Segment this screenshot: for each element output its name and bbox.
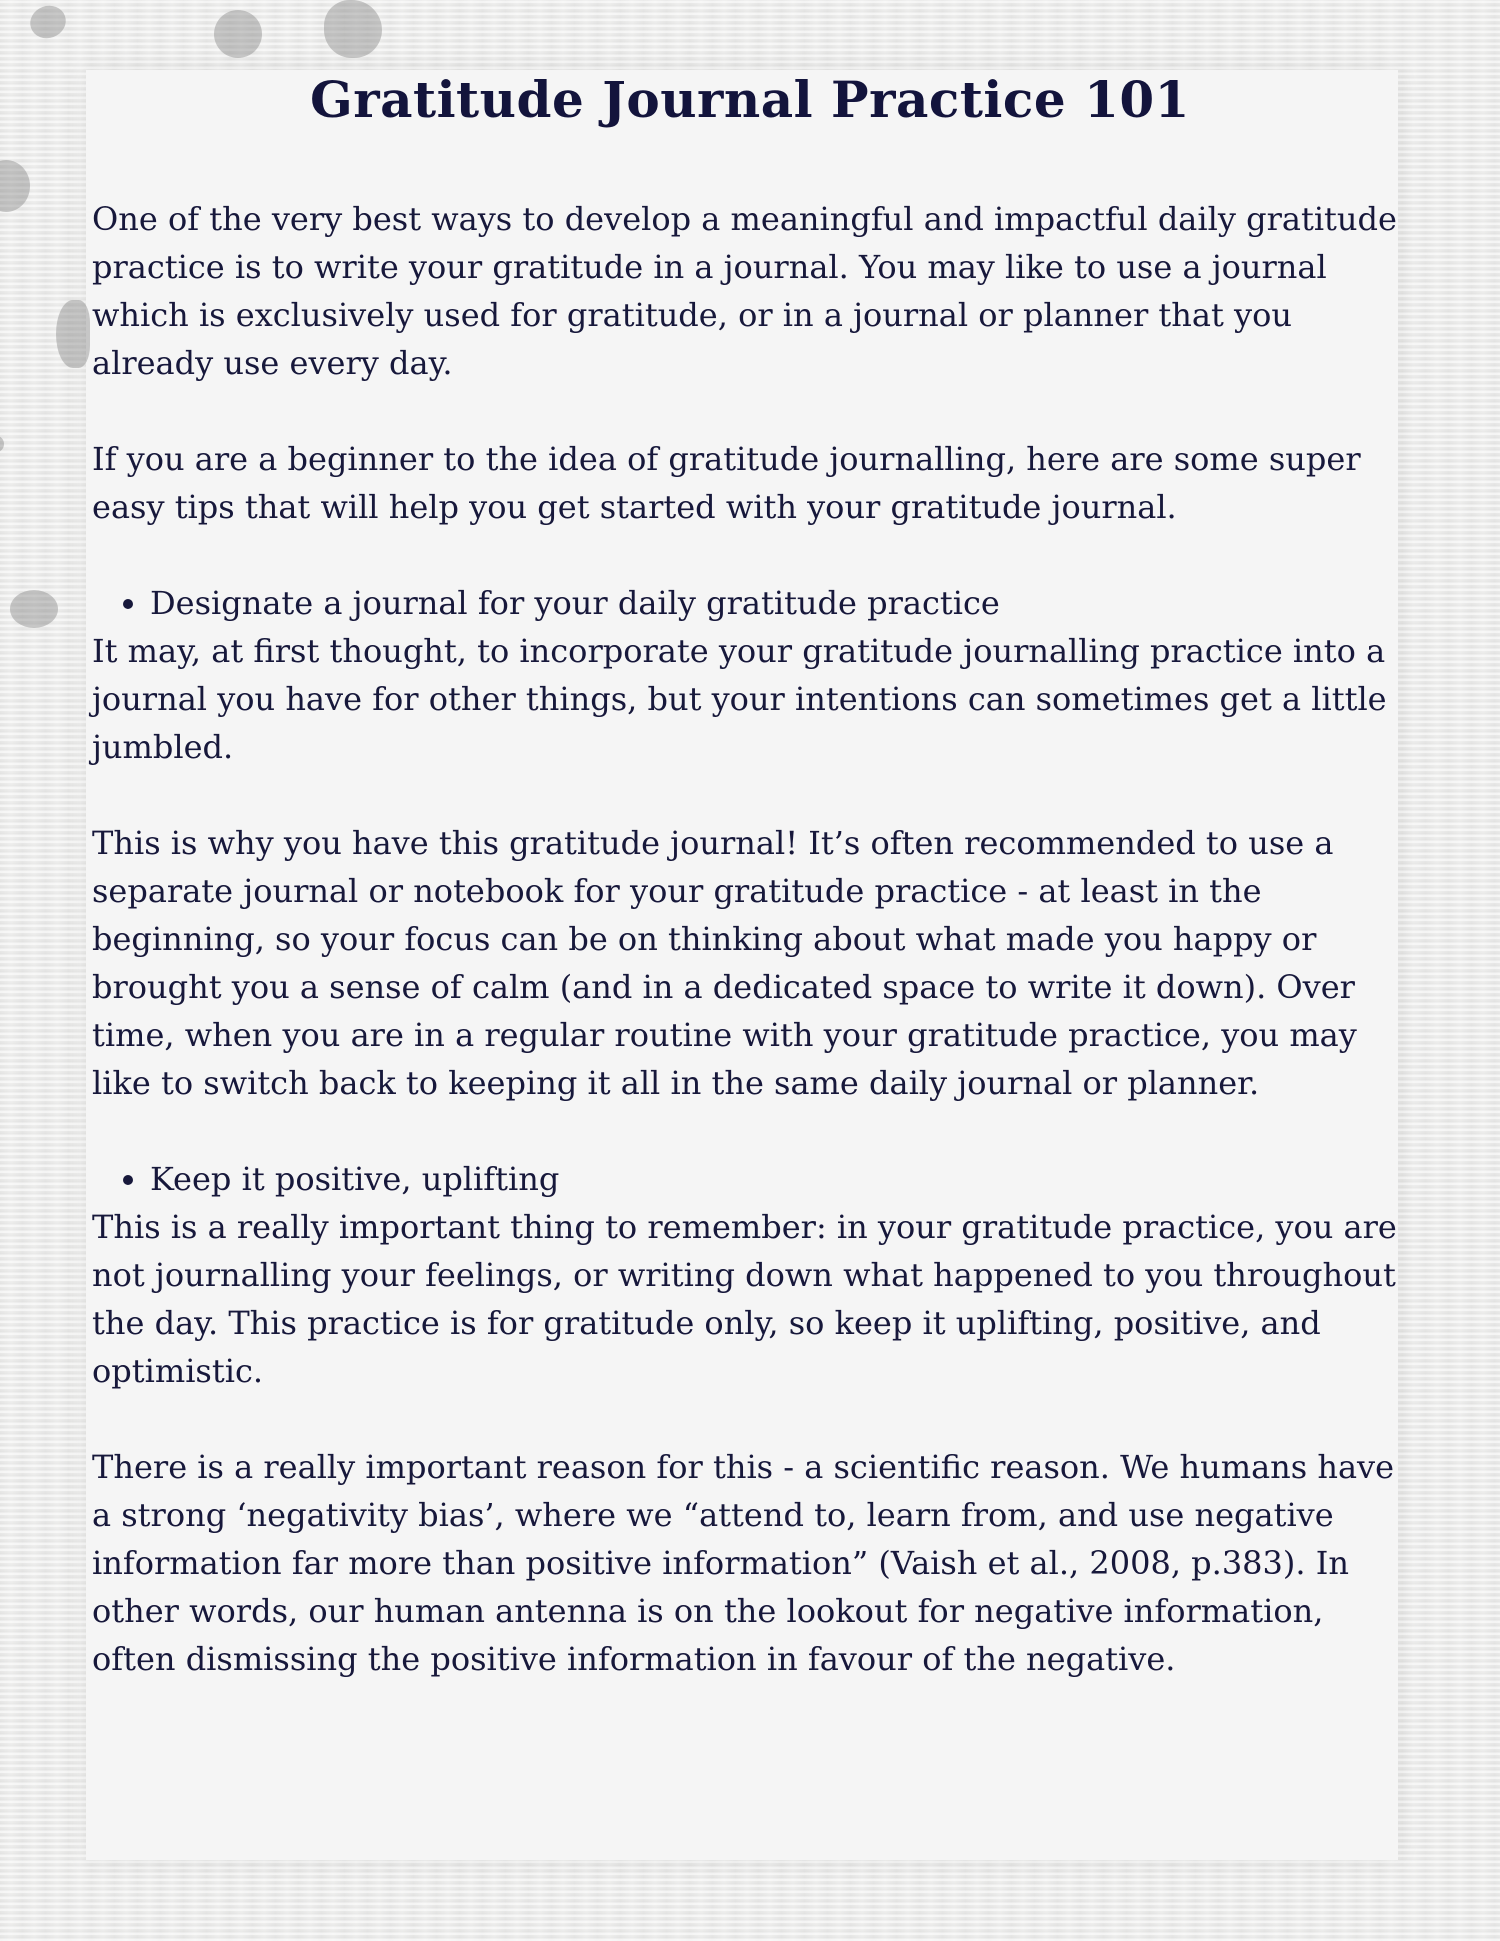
tip-heading-designate: • Designate a journal for your daily gratitude practice	[150, 579, 1412, 627]
tip-heading-positive: • Keep it positive, uplifting	[150, 1155, 1412, 1203]
ink-blot	[0, 436, 4, 452]
tip-list-1	[92, 579, 1412, 627]
ink-blot	[26, 1, 71, 43]
ink-blot	[214, 10, 262, 58]
intro-paragraph-1: One of the very best ways to develop a meaningful and impactful daily gratitude practice is to write your gratitude in a journal. You may like to use a journal which is exclusively used for gratitude, or in a journal or planner that you already use every day.	[92, 200, 1397, 382]
tip-2-paragraph-1: This is a really important thing to remember: in your gratitude practice, you are not journalling your feelings, or writing down what happened to you throughout the day. This practice is for gratitude only, so keep it uplifting, positive, and optimistic.	[92, 1208, 1397, 1390]
tip-1-paragraph-1: It may, at first thought, to incorporate your gratitude journalling practice into a journal you have for other things, but your intentions can sometimes get a little jumbled.	[92, 632, 1387, 766]
page-title: Gratitude Journal Practice 101	[310, 70, 1190, 129]
tip-list-2	[92, 1155, 1412, 1203]
ink-blot	[10, 590, 58, 628]
intro-paragraph-2: If you are a beginner to the idea of gratitude journalling, here are some super easy tips that will help you get started with your gratitude journal.	[92, 440, 1361, 526]
ink-blot	[0, 160, 30, 212]
tip-1-paragraph-2: This is why you have this gratitude journal! It’s often recommended to use a separate journal or notebook for your gratitude practice - at least in the beginning, so your focus can be on thinking about what made you happy or brought you a sense of calm (and in a dedicated space to write it down). Over time, when you are in a regular routine with your gratitude practice, you may like to switch back to keeping it all in the same daily journal or planner.	[92, 824, 1357, 1102]
ink-blot	[324, 0, 382, 58]
document-body	[92, 195, 1412, 1731]
ink-blot	[56, 300, 90, 368]
tip-2-paragraph-2: There is a really important reason for this - a scientific reason. We humans have a strong ‘negativity bias’, where we “attend to, learn from, and use negative information far more than positive information” (Vaish et al., 2008, p.383). In other words, our human antenna is on the lookout for negative information, often dismissing the positive information in favour of the negative.	[92, 1448, 1395, 1678]
